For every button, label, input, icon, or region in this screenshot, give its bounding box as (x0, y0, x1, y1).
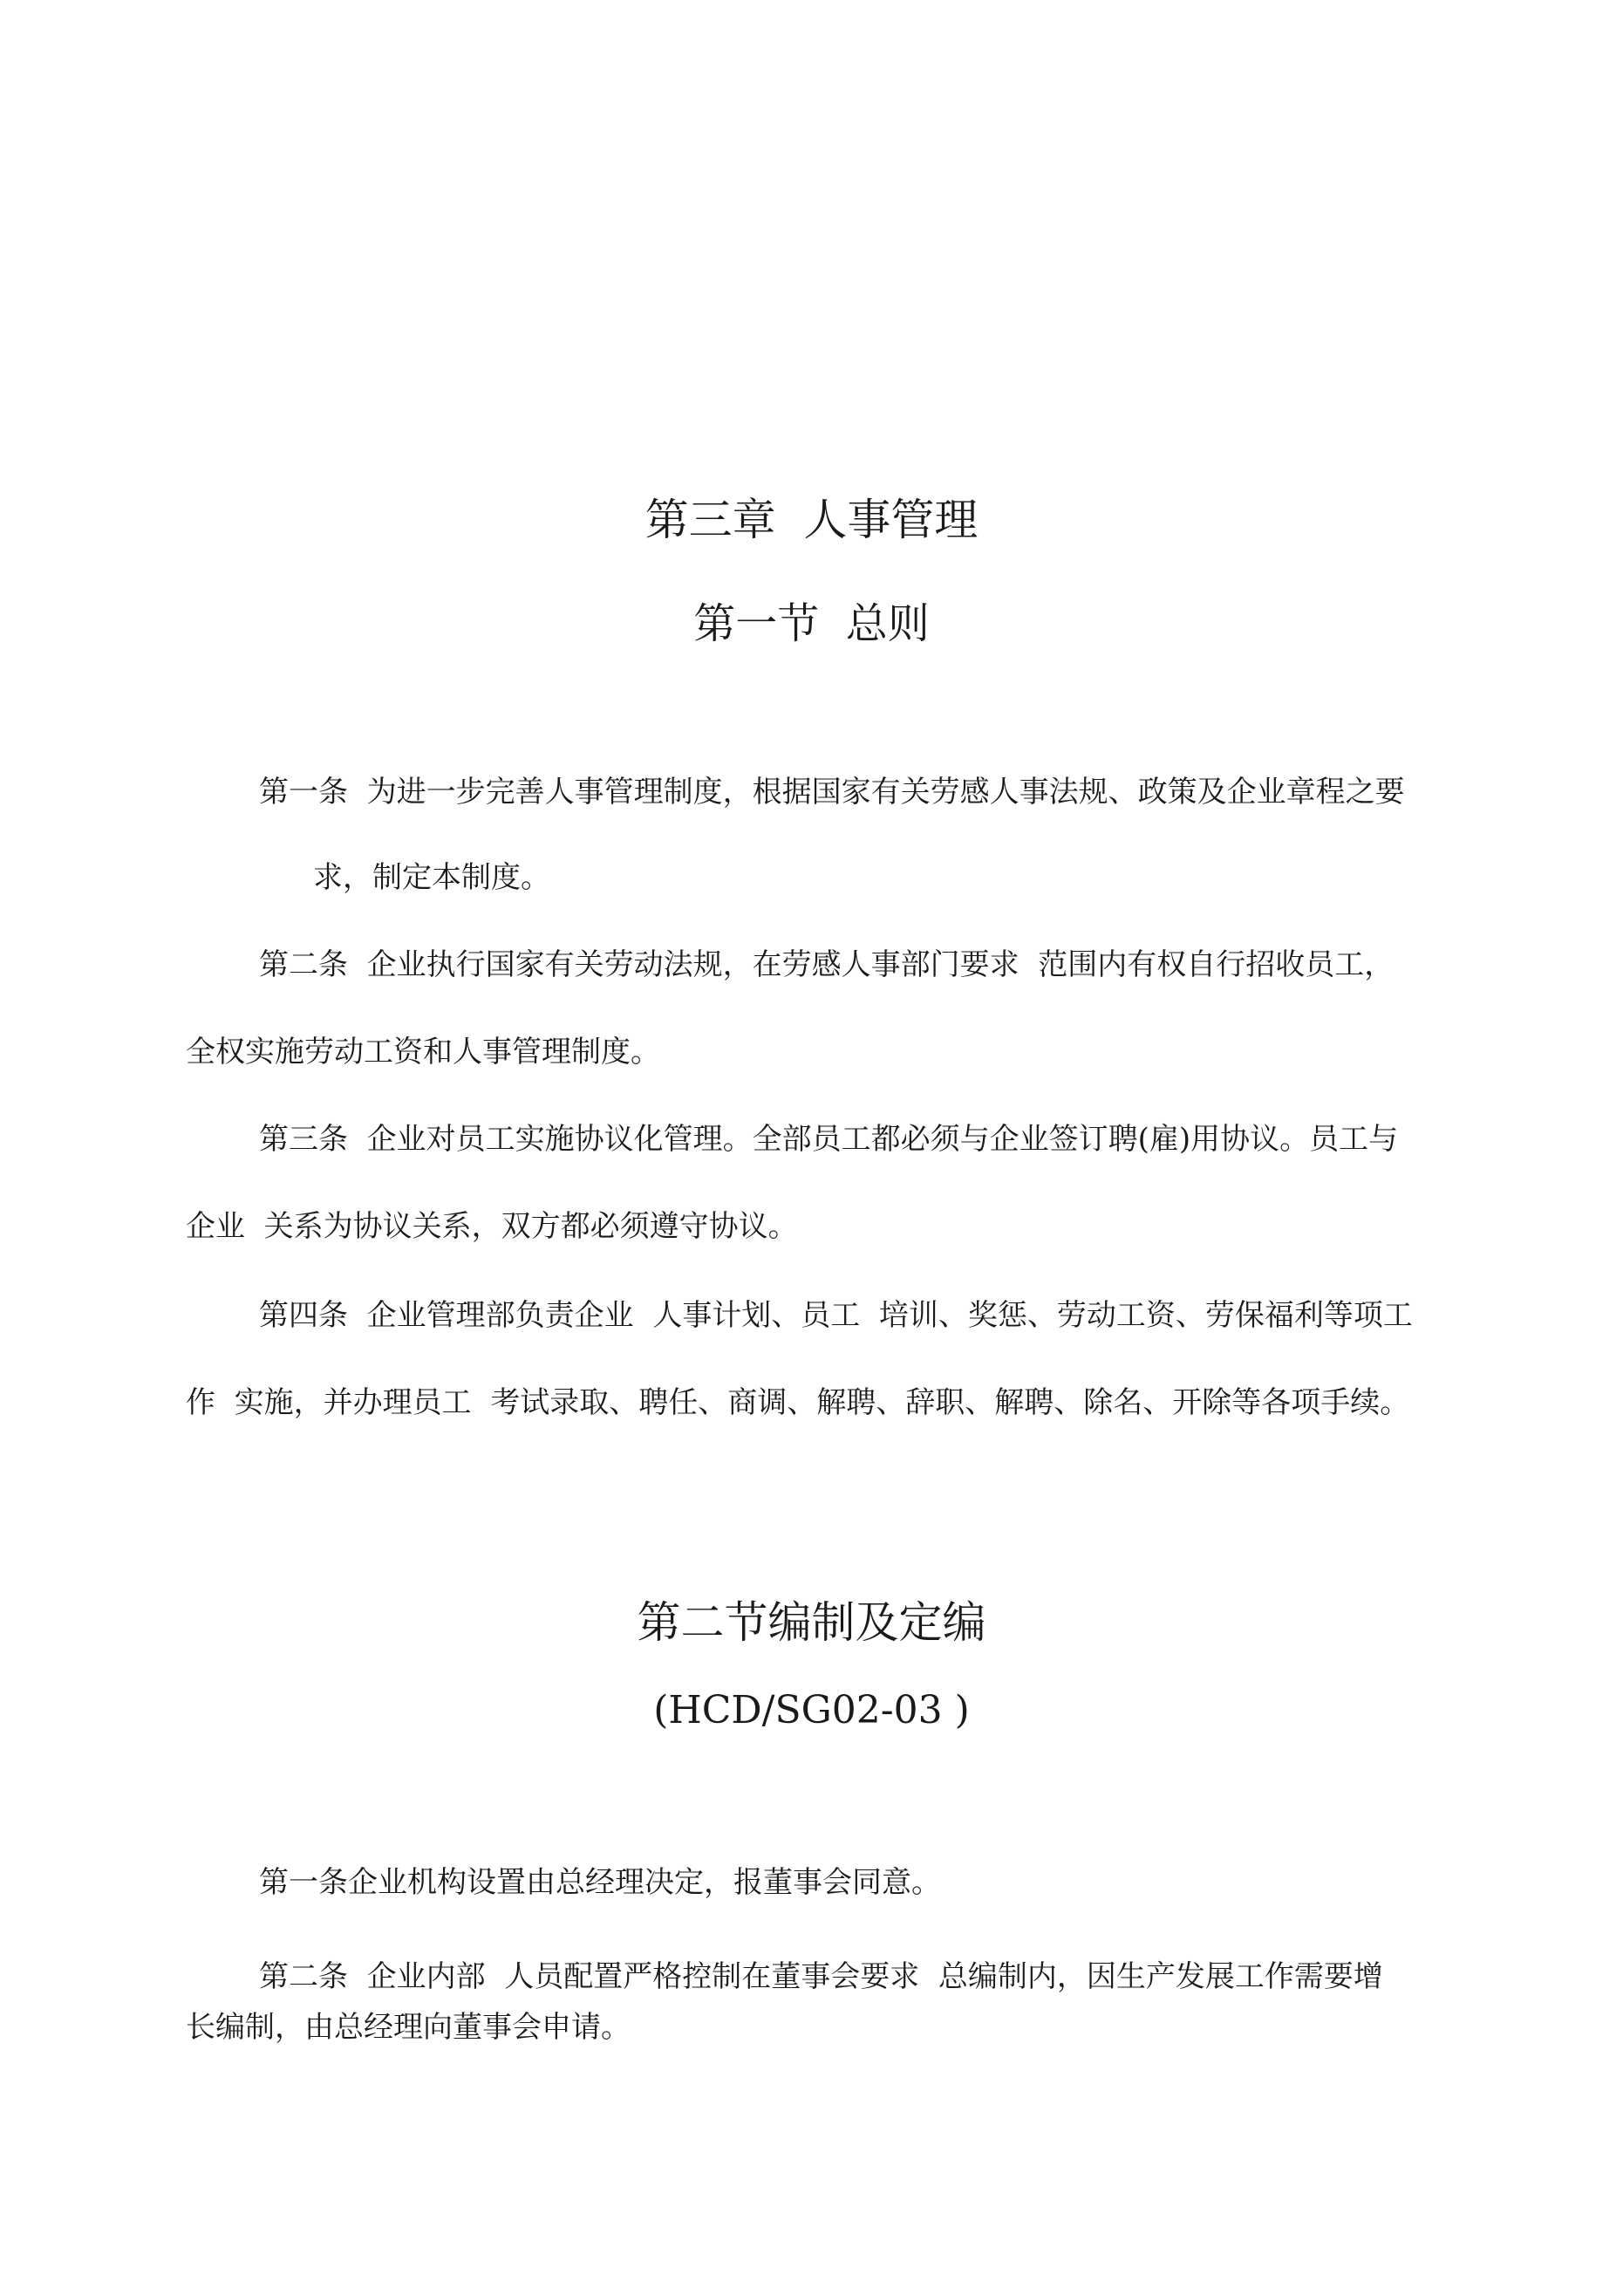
staffing-article-2-line-2: 长编制，由总经理向董事会申请。 (186, 2010, 631, 2045)
staffing-article-1-line-1: 第一条企业机构设置由总经理决定，报董事会同意。 (259, 1865, 941, 1900)
article-4-line-1: 第四条 企业管理部负责企业 人事计划、员工 培训、奖惩、劳动工资、劳保福利等项工 (259, 1298, 1413, 1333)
section-title-general: 第一节 总则 (693, 599, 930, 648)
article-3-line-1: 第三条 企业对员工实施协议化管理。全部员工都必须与企业签订聘(雇)用协议。员工与 (259, 1122, 1399, 1157)
chapter-title: 第三章 人事管理 (644, 495, 979, 545)
article-1-line-2: 求，制定本制度。 (313, 860, 550, 895)
article-1-line-1: 第一条 为进一步完善人事管理制度，根据国家有关劳感人事法规、政策及企业章程之要 (259, 775, 1405, 810)
article-2-line-2: 全权实施劳动工资和人事管理制度。 (186, 1035, 660, 1069)
section-title-staffing: 第二节编制及定编 (637, 1597, 986, 1648)
section-code: (HCD/SG02-03 ) (653, 1688, 970, 1732)
staffing-article-2-line-1: 第二条 企业内部 人员配置严格控制在董事会要求 总编制内，因生产发展工作需要增 (259, 1959, 1383, 1994)
article-4-line-2: 作 实施，并办理员工 考试录取、聘任、商调、解聘、辞职、解聘、除名、开除等各项手续。 (186, 1385, 1410, 1420)
article-2-line-1: 第二条 企业执行国家有关劳动法规，在劳感人事部门要求 范围内有权自行招收员工， (259, 947, 1395, 982)
article-3-line-2: 企业 关系为协议关系，双方都必须遵守协议。 (186, 1209, 798, 1244)
